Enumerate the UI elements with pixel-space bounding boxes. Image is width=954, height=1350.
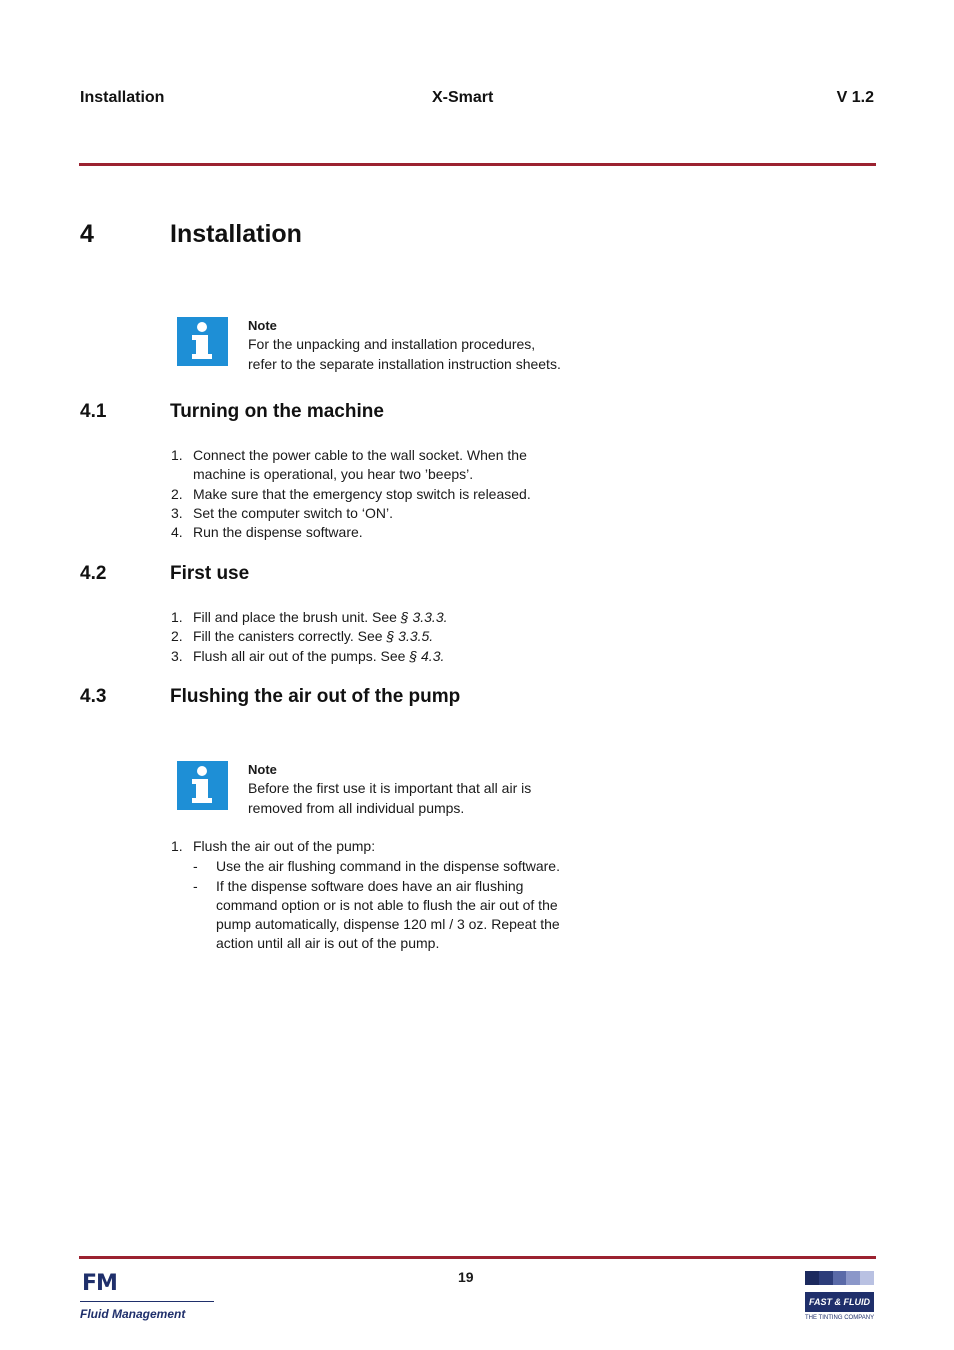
step-text: Fill and place the brush unit. See [193, 609, 401, 625]
list-item [171, 647, 591, 666]
list-item [171, 627, 591, 646]
note-title: Note [248, 318, 277, 333]
section-number: 4.2 [80, 563, 107, 584]
step-text-line: machine is operational, you hear two ’beeps’. [193, 466, 474, 483]
note-block [248, 760, 531, 818]
step-number: 3. [171, 647, 183, 664]
sub-item-text-line: command option or is not able to flush the air out of the [216, 896, 558, 913]
step-text-line: Connect the power cable to the wall socket. When the [193, 447, 527, 463]
steps-list [171, 446, 591, 542]
steps-list [171, 608, 591, 666]
dash-bullet: - [193, 877, 198, 894]
chapter-title: Installation [170, 220, 302, 248]
fm-logo-text: Fluid Management [80, 1307, 186, 1321]
sub-item-text-line: action until all air is out of the pump. [216, 935, 440, 952]
fast-fluid-tagline: THE TINTING COMPANY [805, 1315, 875, 1321]
step-text: Fill the canisters correctly. See [193, 628, 387, 645]
list-item [171, 523, 591, 542]
sub-list-item [193, 857, 591, 876]
list-item [171, 608, 591, 627]
section-number: 4.3 [80, 686, 107, 707]
info-icon [177, 317, 228, 366]
step-number: 1. [171, 609, 183, 625]
dash-bullet: - [193, 858, 198, 875]
fluid-management-logo [80, 1272, 220, 1324]
list-item [171, 504, 591, 523]
section-number: 4.1 [80, 401, 107, 422]
step-text: Run the dispense software. [193, 524, 363, 541]
section-title: First use [170, 563, 250, 584]
sub-item-text-line: If the dispense software does have an air flushing [216, 877, 524, 894]
step-number: 2. [171, 628, 183, 645]
sub-item-text-line: pump automatically, dispense 120 ml / 3 oz. Repeat the [216, 916, 560, 933]
list-item [171, 837, 591, 954]
steps-list [171, 837, 591, 954]
header-product-name: X-Smart [432, 89, 494, 106]
sub-list [193, 857, 591, 953]
step-text: Flush the air out of the pump: [193, 838, 376, 854]
note-block [248, 316, 561, 374]
step-text: Flush all air out of the pumps. See [193, 647, 410, 664]
logo-divider [80, 1301, 214, 1302]
fast-fluid-wordmark: FAST & FLUID [805, 1292, 874, 1312]
section-title: Flushing the air out of the pump [170, 686, 461, 707]
fast-fluid-logo [805, 1271, 875, 1325]
header-section-title: Installation [80, 89, 165, 106]
step-number: 3. [171, 504, 183, 521]
step-number: 1. [171, 838, 183, 854]
note-text-line: For the unpacking and installation procedures, [248, 336, 536, 353]
cross-reference: § 3.3.5. [386, 628, 434, 645]
cross-reference: § 4.3. [409, 647, 445, 664]
note-text-line: Before the first use it is important that all air is [248, 780, 532, 797]
list-item [171, 485, 591, 504]
header-version: V 1.2 [836, 89, 874, 106]
step-number: 2. [171, 485, 183, 502]
step-text: Make sure that the emergency stop switch is released. [193, 485, 531, 502]
sub-list-item [193, 877, 591, 954]
list-item [171, 446, 591, 485]
fm-logo-mark: FM [82, 1271, 117, 1296]
section-title: Turning on the machine [170, 401, 384, 422]
note-text-line: refer to the separate installation instruction sheets. [248, 355, 561, 372]
step-number: 4. [171, 524, 183, 541]
step-text: Set the computer switch to ‘ON’. [193, 504, 393, 521]
header-rule [79, 163, 876, 166]
note-title: Note [248, 762, 277, 777]
note-text-line: removed from all individual pumps. [248, 799, 465, 816]
sub-item-text-line: Use the air flushing command in the dispense software. [216, 858, 560, 875]
step-number: 1. [171, 447, 183, 463]
footer-rule [79, 1256, 876, 1259]
info-icon [177, 761, 228, 810]
page-number: 19 [458, 1269, 474, 1285]
chapter-number: 4 [80, 220, 94, 248]
cross-reference: § 3.3.3. [400, 609, 448, 625]
logo-color-strip [805, 1271, 874, 1285]
